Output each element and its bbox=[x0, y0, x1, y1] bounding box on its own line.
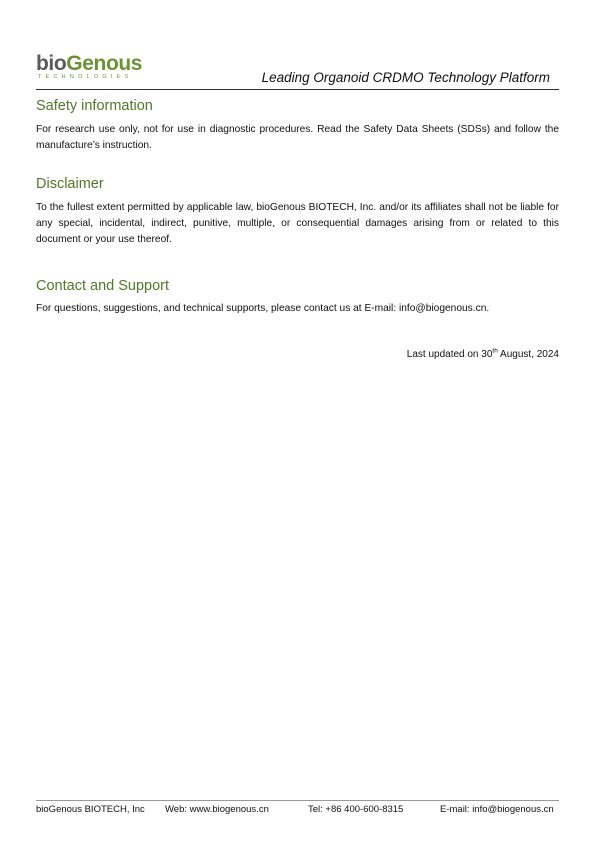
last-updated-superscript: th bbox=[492, 347, 498, 355]
page-header bbox=[36, 54, 559, 90]
footer-company: bioGenous BIOTECH, Inc bbox=[36, 804, 145, 815]
footer-email: E-mail: info@biogenous.cn bbox=[440, 804, 554, 815]
logo-subtext: TECHNOLOGIES bbox=[38, 74, 133, 80]
section-body-disclaimer: To the fullest extent permitted by applicable law, bioGenous BIOTECH, Inc. and/or its affiliates shall not be liable for any special, incidental, indirect, punitive, multiple, or consequential damages arising from or related to this document or your use thereof. bbox=[36, 202, 559, 245]
company-logo bbox=[36, 54, 142, 80]
section-body-contact: For questions, suggestions, and technical supports, please contact us at E-mail: info@biogenous.cn. bbox=[36, 303, 490, 314]
footer-phone: Tel: +86 400-600-8315 bbox=[308, 804, 404, 815]
logo-wordmark bbox=[36, 54, 142, 74]
last-updated-prefix: Last updated on 30 bbox=[406, 349, 493, 360]
section-title-disclaimer: Disclaimer bbox=[36, 176, 104, 192]
header-tagline: Leading Organoid CRDMO Technology Platform bbox=[261, 70, 550, 85]
footer-website: Web: www.biogenous.cn bbox=[165, 804, 269, 815]
footer-divider bbox=[36, 800, 559, 801]
logo-text-bio: bio bbox=[36, 52, 67, 75]
logo-text-genous: Genous bbox=[66, 52, 143, 75]
last-updated bbox=[407, 349, 559, 360]
last-updated-suffix: August, 2024 bbox=[497, 349, 559, 360]
section-body-safety: For research use only, not for use in diagnostic procedures. Read the Safety Data Sheets (SDSs) and follow the manufacture’s instruction. bbox=[36, 124, 559, 151]
section-title-safety: Safety information bbox=[36, 98, 153, 114]
header-divider bbox=[36, 89, 559, 90]
section-title-contact: Contact and Support bbox=[36, 278, 170, 294]
